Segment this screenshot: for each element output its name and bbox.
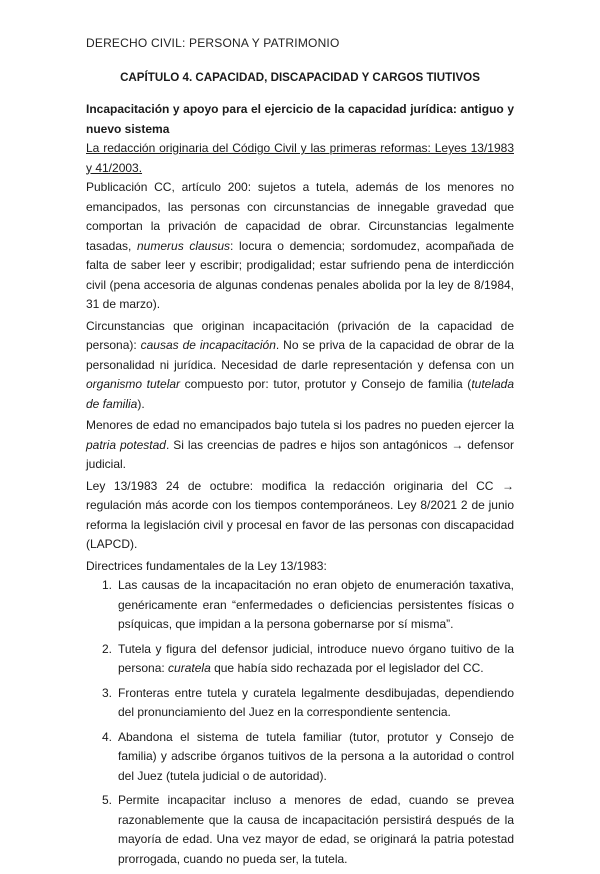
paragraph-directives-intro: Directrices fundamentales de la Ley 13/1983: bbox=[86, 558, 327, 573]
paragraph-ley-13-1983: Ley 13/1983 24 de octubre: modifica la redacción originaria del CC → regulación más acorde con los tiempos contemporáneos. Ley 8/2021 2 de junio reforma la legislación civil y procesal en favor de las personas con discapacidad (LAPCD). bbox=[86, 478, 514, 551]
directives-list bbox=[86, 576, 514, 869]
list-text: Abandona el sistema de tutela familiar (tutor, protutor y Consejo de familia) y adscribe órganos tuitivos de la persona a la autoridad o control del Juez (tutela judicial o de autoridad). bbox=[118, 729, 514, 783]
paragraph-text: Circunstancias que originan incapacitación (privación de la capacidad de persona): bbox=[86, 318, 514, 352]
paragraph-text: ). bbox=[137, 396, 145, 411]
emphasis-text: tutelada de familia bbox=[86, 377, 515, 411]
list-text: Fronteras entre tutela y curatela legalmente desdibujadas, dependiendo del pronunciamiento del Juez en la correspondiente sentencia. bbox=[118, 685, 514, 719]
list-number: 1. bbox=[102, 578, 113, 592]
emphasis-text: causas de incapacitación bbox=[140, 338, 276, 352]
chapter-title: CAPÍTULO 4. CAPACIDAD, DISCAPACIDAD Y CARGOS TIUTIVOS bbox=[120, 71, 480, 84]
emphasis-text: curatela bbox=[168, 661, 211, 675]
list-number: 3. bbox=[102, 685, 113, 700]
list-item bbox=[86, 640, 514, 679]
list-item bbox=[86, 684, 514, 723]
paragraph-minors bbox=[86, 416, 514, 475]
paragraph-causes bbox=[86, 317, 514, 415]
running-header: DERECHO CIVIL: PERSONA Y PATRIMONIO bbox=[86, 36, 340, 50]
section-subheading: La redacción originaria del Código Civil y las primeras reformas: Leyes 13/1983 y 41/2003. bbox=[86, 141, 514, 175]
paragraph-text: Publicación CC, artículo 200: sujetos a tutela, además de los menores no emancipados, las personas con circunstancias de innegable gravedad que comportan la privación de capacidad de obrar. Circunstancias legalmente tasadas, bbox=[86, 180, 514, 253]
list-item bbox=[86, 576, 514, 635]
emphasis-text: patria potestad bbox=[86, 437, 166, 452]
list-item bbox=[86, 728, 514, 787]
paragraph-text: . No se priva de la capacidad de obrar de la personalidad ni jurídica. Necesidad de darle representación y defensa con un bbox=[86, 338, 514, 372]
list-number: 5. bbox=[102, 793, 113, 807]
list-number: 4. bbox=[102, 729, 113, 744]
paragraph-text: . Si las creencias de padres e hijos son antagónicos → defensor judicial. bbox=[86, 437, 515, 471]
paragraph-text: Menores de edad no emancipados bajo tutela si los padres no pueden ejercer la bbox=[86, 418, 514, 432]
paragraph-text: compuesto por: tutor, protutor y Consejo de familia ( bbox=[180, 377, 472, 391]
paragraph-article-200 bbox=[86, 178, 514, 315]
list-item bbox=[86, 791, 514, 869]
list-text: Tutela y figura del defensor judicial, introduce nuevo órgano tuitivo de la persona: bbox=[118, 641, 514, 675]
section-heading: Incapacitación y apoyo para el ejercicio de la capacidad jurídica: antiguo y nuevo sistema bbox=[86, 102, 514, 136]
emphasis-text: organismo tutelar bbox=[86, 377, 181, 391]
list-number: 2. bbox=[102, 641, 113, 656]
paragraph-text: : locura o demencia; sordomudez, acompañada de falta de saber leer y escribir; prodigalidad; estar sufriendo pena de interdicción civil (pena accesoria de algunas condenas penales abolida por la ley de 8/1984, 31 de marzo). bbox=[86, 238, 514, 311]
list-text: Permite incapacitar incluso a menores de edad, cuando se prevea razonablemente que la causa de incapacitación persistirá después de la mayoría de edad. Una vez mayor de edad, se originará la patria potestad prorrogada, cuando no pueda ser, la tutela. bbox=[118, 793, 514, 866]
document-body bbox=[86, 100, 514, 874]
list-text: Las causas de la incapacitación no eran objeto de enumeración taxativa, genéricamente eran “enfermedades o deficiencias persistentes físicas o psíquicas, que impidan a la persona gobernarse por sí misma”. bbox=[118, 578, 514, 631]
list-text: que había sido rechazada por el legislador del CC. bbox=[210, 661, 484, 675]
emphasis-text: numerus clausus bbox=[137, 238, 231, 253]
